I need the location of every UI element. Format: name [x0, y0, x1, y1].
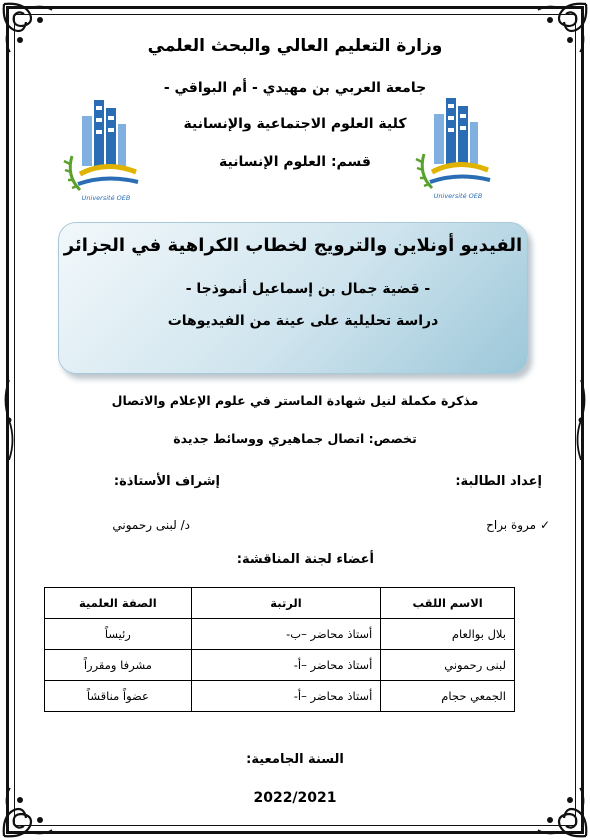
thesis-subtitle-study: دراسة تحليلية على عينة من الفيديوهات	[167, 313, 439, 329]
thesis-title-box	[58, 222, 528, 374]
jury-rank: أستاذ محاضر –أ-	[191, 650, 381, 681]
university-name: جامعة العربي بن مهيدي - أم البواقي -	[163, 80, 427, 96]
side-ornament	[574, 380, 588, 460]
jury-rank: أستاذ محاضر –ب-	[191, 619, 381, 650]
logo-caption: Université OEB	[433, 192, 483, 200]
student-name: مروة براح	[486, 518, 537, 532]
table-row	[45, 650, 515, 681]
jury-role: مشرفا ومقرراً	[45, 650, 192, 681]
table-row	[45, 681, 515, 712]
prepared-by-label: إعداد الطالبة:	[455, 474, 542, 489]
student-name-row	[486, 518, 550, 532]
university-logo	[408, 92, 496, 204]
faculty-name: كلية العلوم الاجتماعية والإنسانية	[183, 116, 407, 132]
department-name: قسم: العلوم الإنسانية	[219, 154, 371, 170]
jury-name: لبنى رحموني	[381, 650, 515, 681]
check-icon: ✓	[539, 518, 550, 532]
side-ornament	[2, 380, 16, 460]
supervisor-name: د/ لبنى رحموني	[112, 518, 190, 532]
header-rank: الرتبة	[191, 588, 381, 619]
jury-table	[44, 587, 515, 712]
ministry-name: وزارة التعليم العالي والبحث العلمي	[147, 36, 443, 56]
committee-label: أعضاء لجنة المناقشة:	[236, 552, 374, 567]
academic-year-value: 2022/2021	[253, 790, 337, 806]
university-logo	[56, 94, 144, 206]
logo-caption: Université OEB	[81, 194, 131, 202]
jury-role: رئيساً	[45, 619, 192, 650]
jury-role: عضواً مناقشاً	[45, 681, 192, 712]
supervision-label: إشراف الأستاذة:	[113, 474, 220, 489]
table-row	[45, 619, 515, 650]
academic-year-label: السنة الجامعية:	[246, 752, 344, 767]
thesis-title: الفيديو أونلاين والترويج لخطاب الكراهية في الجزائر	[63, 235, 523, 256]
table-header-row	[45, 588, 515, 619]
thesis-degree-note: مذكرة مكملة لنيل شهادة الماستر في علوم الإعلام والاتصال	[111, 393, 479, 408]
header-name: الاسم اللقب	[381, 588, 515, 619]
thesis-subtitle-case: - قضية جمال بن إسماعيل أنموذجا -	[185, 281, 431, 297]
specialty-line: تخصص: اتصال جماهيري ووسائط جديدة	[173, 431, 417, 446]
jury-name: الجمعي حجام	[381, 681, 515, 712]
jury-name: بلال بوالعام	[381, 619, 515, 650]
header-role: الصفة العلمية	[45, 588, 192, 619]
jury-rank: أستاذ محاضر –أ-	[191, 681, 381, 712]
